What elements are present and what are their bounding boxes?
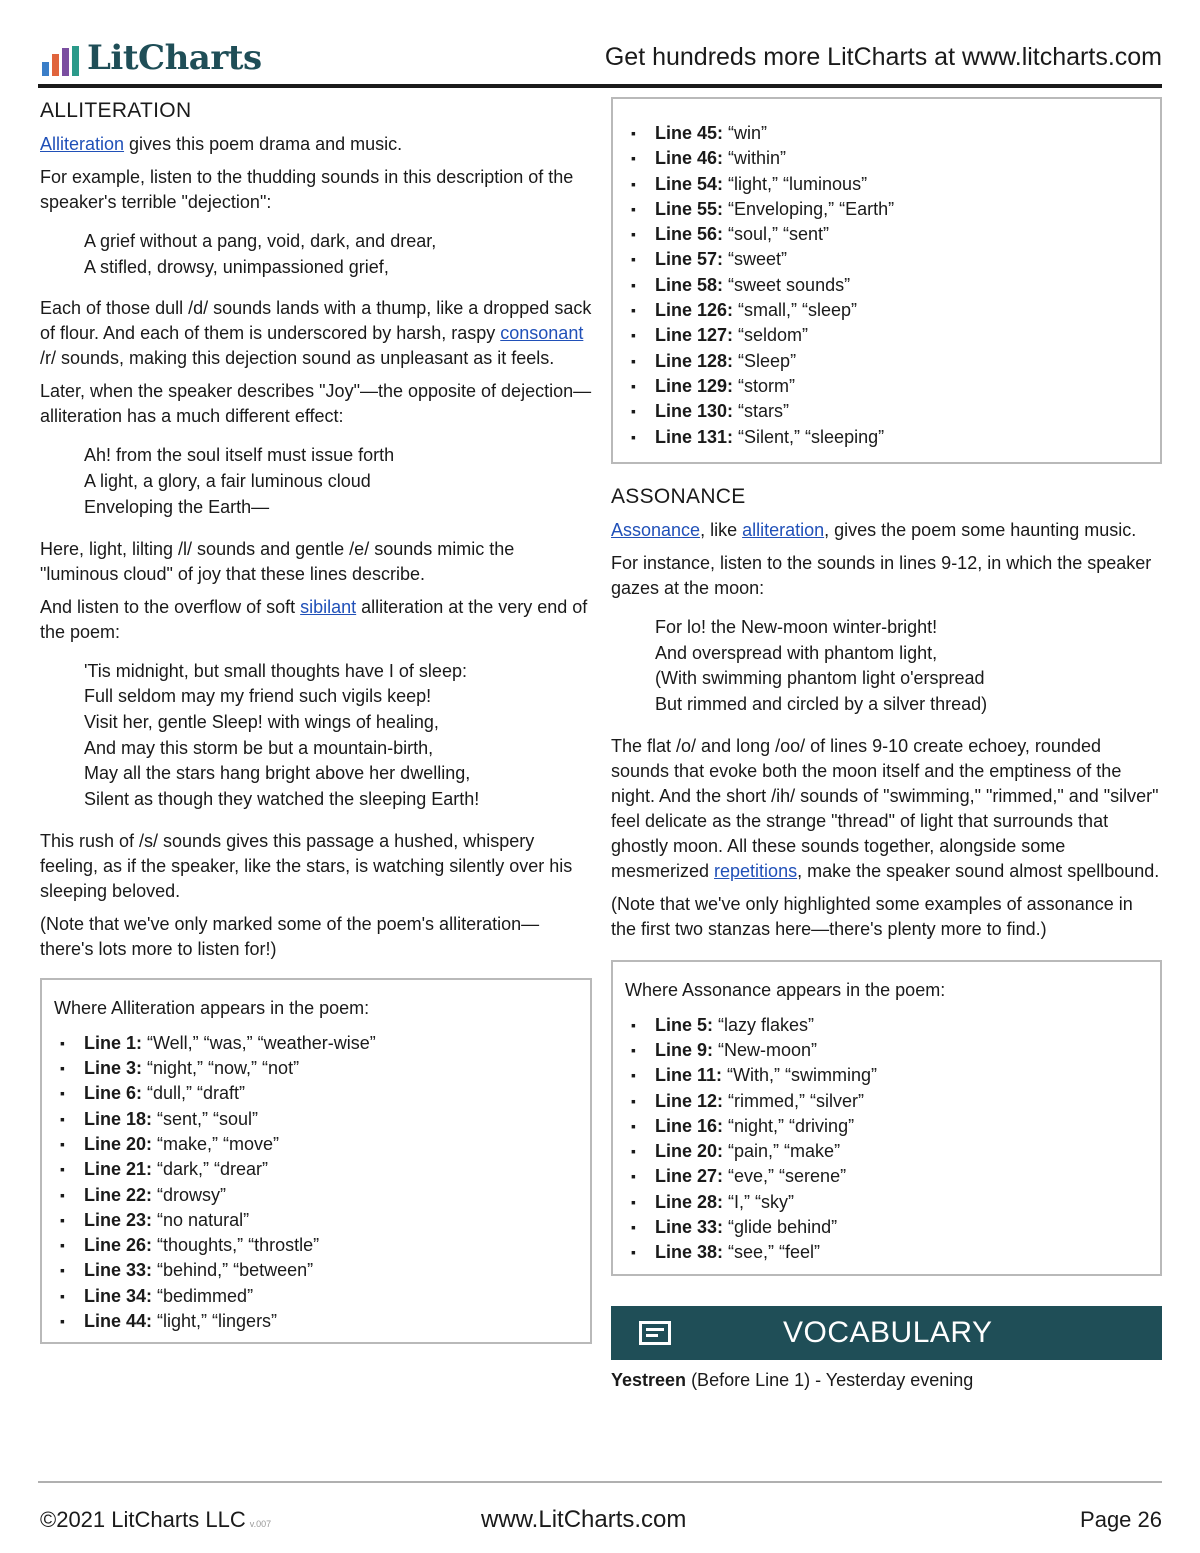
occurrence-line-number: Line 57: (655, 249, 724, 270)
occurrence-item (625, 222, 1148, 247)
occurrence-item (625, 399, 1148, 424)
quote-line: A light, a glory, a fair luminous cloud (84, 471, 371, 492)
occurrence-item (54, 1284, 578, 1309)
occurrence-words: “see,” “feel” (723, 1242, 821, 1263)
occurrence-line-number: Line 44: (84, 1311, 153, 1331)
occurrence-words: “sweet sounds” (723, 274, 851, 295)
occurrence-item (625, 1013, 1148, 1038)
occurrence-item (625, 1139, 1148, 1164)
poem-quote-3 (84, 659, 592, 813)
alliteration-paragraph-6: This rush of /s/ sounds gives this passage a hushed, whispery feeling, as if the speaker, like the stars, is watching silently over his sleeping beloved. (40, 830, 573, 901)
occurrence-line-number: Line 127: (655, 325, 734, 346)
assonance-occurrences-box (611, 960, 1162, 1276)
alliteration-box-title: Where Alliteration appears in the poem: (54, 997, 370, 1018)
occurrence-words: “within” (723, 148, 787, 169)
occurrence-words: “sweet” (723, 249, 788, 270)
occurrence-words: “New-moon” (713, 1039, 818, 1060)
poem-quote-1 (84, 229, 592, 280)
litcharts-logo[interactable] (42, 36, 262, 76)
assonance-heading: ASSONANCE (611, 484, 746, 508)
document-icon (639, 1321, 671, 1345)
occurrence-item (625, 1190, 1148, 1215)
occurrence-words: “dull,” “draft” (142, 1083, 246, 1104)
occurrence-line-number: Line 26: (84, 1235, 153, 1256)
quote-line: 'Tis midnight, but small thoughts have I of sleep: (84, 660, 467, 681)
occurrence-words: “light,” “luminous” (723, 173, 868, 194)
alliteration-occurrences-box-continued (611, 97, 1162, 464)
occurrence-line-number: Line 33: (84, 1260, 153, 1281)
occurrence-words: “night,” “driving” (723, 1115, 855, 1136)
occurrence-line-number: Line 21: (84, 1159, 153, 1180)
occurrence-words: “storm” (733, 375, 796, 396)
right-column (611, 97, 1162, 1393)
alliteration-occurrence-list (54, 1031, 578, 1335)
occurrence-words: “thoughts,” “throstle” (152, 1235, 320, 1256)
occurrence-item (625, 425, 1148, 450)
occurrence-words: “Enveloping,” “Earth” (723, 198, 895, 219)
left-column (40, 98, 592, 1344)
occurrence-item (625, 1063, 1148, 1088)
occurrence-words: “make,” “move” (152, 1133, 280, 1154)
footer-copyright: ©2021 LitCharts LLC v.007 (40, 1507, 272, 1532)
alliteration-paragraph-5: And listen to the overflow of soft sibilant alliteration at the very end of the poem: (40, 596, 588, 642)
occurrence-item (625, 298, 1148, 323)
consonant-link[interactable]: consonant (500, 323, 584, 344)
alliteration-paragraph-7: (Note that we've only marked some of the poem's alliteration—there's lots more to listen for!) (40, 913, 540, 959)
occurrence-line-number: Line 33: (655, 1217, 724, 1238)
assonance-paragraph-2: The flat /o/ and long /oo/ of lines 9-10 create echoey, rounded sounds that evoke both the moon itself and the emptiness of the night. And the short /ih/ sounds of "swimming," "rimmed," and "silver" feel delicate as the strange "thread" of light that surrounds that ghostly moon. All these sounds together, alongside some mesmerized repetitions, make the speaker sound almost spellbound. (611, 735, 1160, 881)
vocabulary-definition: (Before Line 1) - Yesterday evening (686, 1369, 974, 1390)
occurrence-item (625, 247, 1148, 272)
quote-line: A grief without a pang, void, dark, and drear, (84, 231, 437, 251)
occurrence-words: “stars” (733, 401, 790, 422)
occurrence-line-number: Line 58: (655, 274, 724, 295)
occurrence-words: “sent,” “soul” (152, 1108, 259, 1129)
alliteration-paragraph-1: For example, listen to the thudding sounds in this description of the speaker's terrible "dejection": (40, 167, 574, 212)
occurrence-item (625, 1114, 1148, 1139)
quote-line: Full seldom may my friend such vigils keep! (84, 686, 432, 707)
occurrence-line-number: Line 128: (655, 350, 734, 371)
quote-line: (With swimming phantom light o'erspread (655, 668, 985, 689)
alliteration-paragraph-4: Here, light, lilting /l/ sounds and gentle /e/ sounds mimic the "luminous cloud" of joy that these lines describe. (40, 538, 515, 584)
occurrence-words: “bedimmed” (152, 1285, 254, 1306)
occurrence-item (625, 349, 1148, 374)
occurrence-item (54, 1183, 578, 1208)
occurrence-line-number: Line 56: (655, 224, 724, 245)
quote-line: A stifled, drowsy, unimpassioned grief, (84, 256, 389, 277)
vocabulary-entry (611, 1368, 1162, 1393)
footer-site-link[interactable]: www.LitCharts.com (481, 1506, 687, 1533)
quote-line: But rimmed and circled by a silver thread) (655, 693, 988, 714)
occurrence-line-number: Line 130: (655, 401, 734, 422)
page-footer (38, 1481, 1162, 1543)
occurrence-item (54, 1031, 578, 1056)
occurrence-words: “glide behind” (723, 1217, 838, 1238)
occurrence-words: “Silent,” “sleeping” (733, 426, 885, 447)
occurrence-item (625, 1089, 1148, 1114)
occurrence-line-number: Line 20: (655, 1141, 724, 1162)
occurrence-line-number: Line 1: (84, 1032, 143, 1053)
occurrence-words: “pain,” “make” (723, 1141, 841, 1162)
occurrence-words: “lazy flakes” (713, 1014, 815, 1035)
occurrence-words: “Well,” “was,” “weather-wise” (142, 1032, 376, 1053)
quote-line: Enveloping the Earth— (84, 496, 270, 517)
occurrence-item (54, 1132, 578, 1157)
occurrence-item (625, 323, 1148, 348)
occurrence-line-number: Line 46: (655, 148, 724, 169)
vocabulary-banner (611, 1306, 1162, 1360)
occurrence-item (54, 1107, 578, 1132)
occurrence-line-number: Line 27: (655, 1166, 724, 1187)
occurrence-line-number: Line 129: (655, 375, 734, 396)
occurrence-words: “Sleep” (733, 350, 797, 371)
quote-line: Silent as though they watched the sleeping Earth! (84, 789, 480, 810)
occurrence-item (54, 1309, 578, 1334)
logo-text: LitCharts (87, 38, 262, 78)
repetitions-link[interactable]: repetitions (714, 860, 798, 881)
occurrence-words: “eve,” “serene” (723, 1166, 847, 1187)
alliteration-intro: Alliteration gives this poem drama and music. (40, 134, 403, 154)
occurrence-item (54, 1208, 578, 1233)
occurrence-line-number: Line 131: (655, 426, 734, 447)
occurrence-item (625, 1164, 1148, 1189)
alliteration-paragraph-3: Later, when the speaker describes "Joy"—the opposite of dejection—alliteration has a much different effect: (40, 381, 592, 427)
occurrence-item (625, 172, 1148, 197)
occurrence-words: “night,” “now,” “not” (142, 1058, 300, 1079)
occurrence-item (625, 197, 1148, 222)
occurrence-words: “With,” “swimming” (722, 1065, 878, 1086)
occurrence-line-number: Line 3: (84, 1058, 143, 1079)
occurrence-words: “small,” “sleep” (733, 300, 858, 321)
alliteration-paragraph-2: Each of those dull /d/ sounds lands with a thump, like a dropped sack of flour. And each of them is underscored by harsh, raspy consonant /r/ sounds, making this dejection sound as unpleasant as it feels. (40, 298, 592, 369)
occurrence-item (625, 1240, 1148, 1265)
occurrence-item (54, 1157, 578, 1182)
footer-version: v.007 (249, 1519, 272, 1529)
occurrence-line-number: Line 6: (84, 1083, 143, 1104)
quote-line: And overspread with phantom light, (655, 642, 938, 663)
poem-quote-4 (655, 615, 1162, 718)
logo-bars-icon (42, 46, 79, 76)
assonance-paragraph-3: (Note that we've only highlighted some examples of assonance in the first two stanzas here—there's plenty more to find.) (611, 893, 1133, 939)
alliteration-occurrences-box (40, 978, 592, 1345)
occurrence-item (625, 1038, 1148, 1063)
quote-line: And may this storm be but a mountain-birth, (84, 737, 434, 758)
occurrence-line-number: Line 16: (655, 1115, 724, 1136)
alliteration-heading: ALLITERATION (40, 99, 192, 122)
occurrence-line-number: Line 126: (655, 300, 734, 321)
occurrence-line-number: Line 54: (655, 173, 724, 194)
occurrence-item (54, 1056, 578, 1081)
assonance-paragraph-1: For instance, listen to the sounds in lines 9-12, in which the speaker gazes at the moon: (611, 552, 1152, 598)
occurrence-line-number: Line 45: (655, 123, 724, 143)
occurrence-words: “win” (723, 123, 768, 143)
quote-line: May all the stars hang bright above her dwelling, (84, 763, 471, 784)
vocabulary-heading: VOCABULARY (783, 1315, 993, 1349)
footer-page-number: Page 26 (1080, 1507, 1162, 1532)
occurrence-words: “no natural” (152, 1209, 250, 1230)
assonance-link[interactable]: Assonance (611, 519, 701, 540)
quote-line: Ah! from the soul itself must issue forth (84, 445, 395, 466)
occurrence-line-number: Line 12: (655, 1090, 724, 1111)
header-tagline: Get hundreds more LitCharts at www.litcharts.com (604, 43, 1162, 71)
occurrence-line-number: Line 23: (84, 1209, 153, 1230)
occurrence-line-number: Line 9: (655, 1039, 714, 1060)
occurrence-words: “seldom” (733, 325, 809, 346)
occurrence-line-number: Line 55: (655, 198, 724, 219)
occurrence-line-number: Line 20: (84, 1133, 153, 1154)
assonance-intro: Assonance, like alliteration, gives the poem some haunting music. (611, 519, 1137, 540)
occurrence-line-number: Line 18: (84, 1108, 153, 1129)
occurrence-item (625, 273, 1148, 298)
occurrence-words: “soul,” “sent” (723, 224, 830, 245)
occurrence-words: “light,” “lingers” (152, 1311, 278, 1331)
quote-line: For lo! the New-moon winter-bright! (655, 616, 938, 637)
occurrence-line-number: Line 38: (655, 1242, 724, 1263)
occurrence-item (625, 1215, 1148, 1240)
occurrence-words: “rimmed,” “silver” (723, 1090, 865, 1111)
assonance-box-title: Where Assonance appears in the poem: (625, 979, 946, 1000)
assonance-occurrence-list (625, 1013, 1148, 1266)
occurrence-item (625, 374, 1148, 399)
occurrence-item (625, 146, 1148, 171)
page-header (38, 34, 1162, 88)
occurrence-words: “behind,” “between” (152, 1260, 314, 1281)
occurrence-line-number: Line 34: (84, 1285, 153, 1306)
quote-line: Visit her, gentle Sleep! with wings of healing, (84, 711, 439, 732)
occurrence-words: “dark,” “drear” (152, 1159, 269, 1180)
alliteration-occurrence-list (625, 121, 1148, 450)
occurrence-line-number: Line 22: (84, 1184, 153, 1205)
occurrence-item (54, 1081, 578, 1106)
occurrence-item (54, 1233, 578, 1258)
vocabulary-term: Yestreen (611, 1369, 687, 1390)
occurrence-words: “I,” “sky” (723, 1191, 795, 1212)
sibilant-link[interactable]: sibilant (300, 596, 357, 617)
occurrence-line-number: Line 28: (655, 1191, 724, 1212)
alliteration-link[interactable]: Alliteration (40, 134, 125, 154)
occurrence-item (625, 121, 1148, 146)
occurrence-line-number: Line 11: (655, 1065, 723, 1086)
occurrence-item (54, 1258, 578, 1283)
poem-quote-2 (84, 443, 592, 520)
alliteration-link[interactable]: alliteration (742, 519, 825, 540)
occurrence-line-number: Line 5: (655, 1014, 714, 1035)
occurrence-words: “drowsy” (152, 1184, 227, 1205)
